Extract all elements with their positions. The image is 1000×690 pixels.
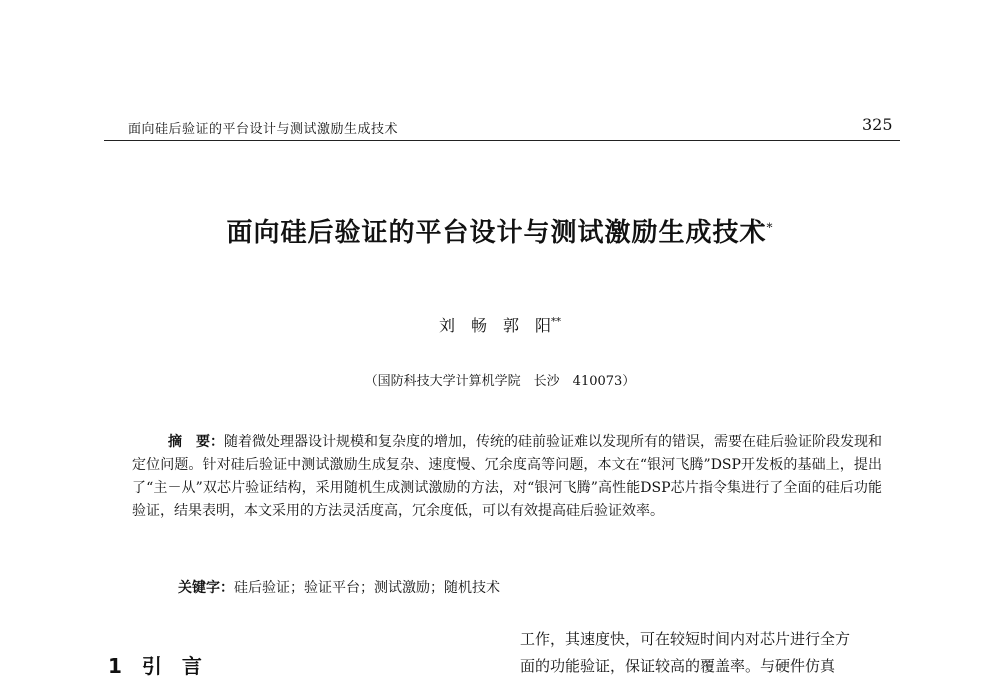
- authors: [0, 313, 1000, 336]
- keywords-text: 硅后验证；验证平台；测试激励；随机技术: [234, 580, 500, 596]
- header-rule: [104, 140, 900, 141]
- page-number: 325: [862, 115, 893, 134]
- author-names: 刘 畅 郭 阳: [438, 316, 551, 335]
- keywords: [178, 577, 500, 597]
- abstract: [132, 431, 882, 523]
- title-footnote-mark: *: [766, 220, 774, 235]
- body-text: [520, 626, 910, 680]
- running-header-title: 面向硅后验证的平台设计与测试激励生成技术: [128, 122, 399, 137]
- paper-title: [0, 212, 1000, 249]
- author-footnote-mark: **: [551, 316, 561, 328]
- body-line: 面的功能验证，保证较高的覆盖率。与硬件仿真: [520, 657, 836, 675]
- keywords-label: 关键字：: [178, 580, 234, 596]
- abstract-label: 摘 要：: [168, 434, 224, 450]
- body-line: 工作，其速度快，可在较短时间内对芯片进行全方: [520, 630, 851, 648]
- affiliation: （国防科技大学计算机学院 长沙 410073）: [364, 374, 636, 389]
- paper-title-text: 面向硅后验证的平台设计与测试激励生成技术: [226, 218, 767, 248]
- abstract-text: 随着微处理器设计规模和复杂度的增加，传统的硅前验证难以发现所有的错误，需要在硅后验证阶段发现和定位问题。针对硅后验证中测试激励生成复杂、速度慢、冗余度高等问题，本文在“银河飞腾”DSP开发板的基础上，提出了“主－从”双芯片验证结构，采用随机生成测试激励的方法，对“银河飞腾”高性能DSP芯片指令集进行了全面的硅后功能验证，结果表明，本文采用的方法灵活度高，冗余度低，可以有效提高硅后验证效率。: [132, 434, 882, 519]
- section-heading: 1 引 言: [108, 654, 202, 678]
